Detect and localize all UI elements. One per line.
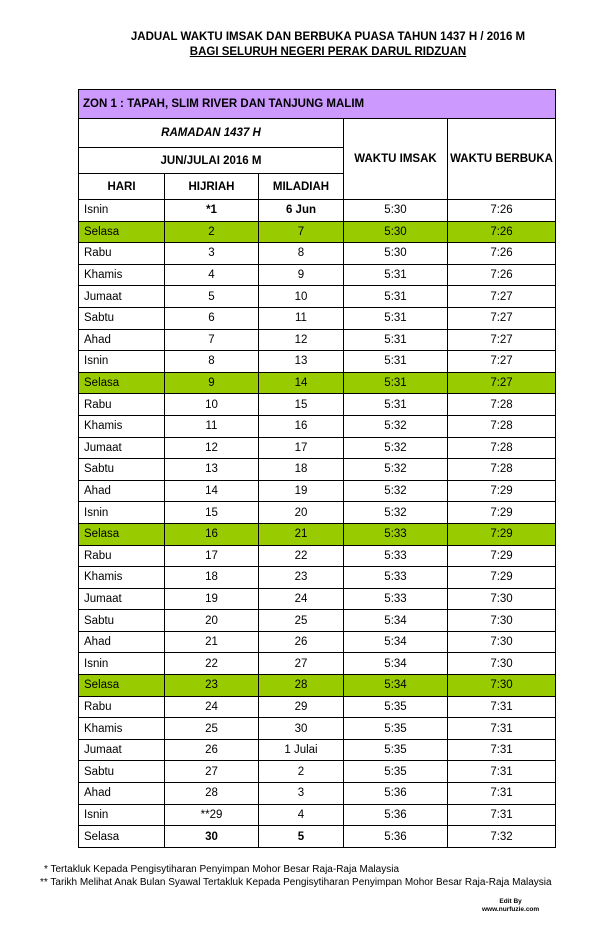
hijriah-cell: 16 [165,523,259,545]
berbuka-cell: 7:32 [448,826,556,848]
hijriah-cell: 20 [165,610,259,632]
table-row [79,696,556,718]
imsak-cell: 5:31 [344,264,448,286]
imsak-cell: 5:32 [344,437,448,459]
hari-cell: Jumaat [79,739,165,761]
hijriah-cell: 25 [165,718,259,740]
hijriah-cell: 13 [165,459,259,481]
hari-cell: Isnin [79,502,165,524]
footnote-1: * Tertakluk Kepada Pengisytiharan Penyimpan Mohor Besar Raja-Raja Malaysia [44,864,399,875]
imsak-cell: 5:31 [344,329,448,351]
table-row [79,351,556,373]
table-row [79,588,556,610]
hijriah-header: HIJRIAH [165,174,259,200]
table-row [79,739,556,761]
hijriah-cell: 18 [165,567,259,589]
edit-by-label: Edit By [499,898,522,905]
table-row [79,718,556,740]
hijriah-cell: 9 [165,372,259,394]
hijriah-cell: 28 [165,783,259,805]
miladiah-cell: 17 [259,437,344,459]
berbuka-cell: 7:31 [448,761,556,783]
berbuka-cell: 7:31 [448,783,556,805]
miladiah-cell: 27 [259,653,344,675]
miladiah-cell: 24 [259,588,344,610]
table-row [79,459,556,481]
hari-cell: Rabu [79,243,165,265]
table-row [79,221,556,243]
table-row [79,761,556,783]
table-row [79,675,556,697]
table-row [79,502,556,524]
table-row [79,783,556,805]
imsak-cell: 5:33 [344,523,448,545]
hijriah-cell: 21 [165,631,259,653]
table-row [79,631,556,653]
miladiah-cell: 28 [259,675,344,697]
hijriah-cell: 17 [165,545,259,567]
hijriah-cell: 5 [165,286,259,308]
berbuka-cell: 7:30 [448,653,556,675]
table-row [79,307,556,329]
table-row [79,200,556,222]
berbuka-header: WAKTU BERBUKA [448,119,556,200]
imsak-cell: 5:30 [344,243,448,265]
berbuka-cell: 7:31 [448,739,556,761]
imsak-cell: 5:34 [344,610,448,632]
berbuka-cell: 7:30 [448,588,556,610]
hari-cell: Jumaat [79,588,165,610]
page-subtitle: BAGI SELURUH NEGERI PERAK DARUL RIDZUAN [189,46,467,58]
hari-cell: Ahad [79,783,165,805]
hijriah-cell: 4 [165,264,259,286]
imsak-cell: 5:32 [344,415,448,437]
hari-header: HARI [79,174,165,200]
table-row [79,567,556,589]
hijriah-cell: **29 [165,804,259,826]
berbuka-cell: 7:29 [448,545,556,567]
miladiah-cell: 11 [259,307,344,329]
imsak-cell: 5:35 [344,718,448,740]
berbuka-cell: 7:29 [448,567,556,589]
hari-cell: Jumaat [79,286,165,308]
miladiah-cell: 3 [259,783,344,805]
hijriah-cell: 15 [165,502,259,524]
hari-cell: Selasa [79,826,165,848]
miladiah-cell: 8 [259,243,344,265]
miladiah-cell: 9 [259,264,344,286]
table-row [79,329,556,351]
berbuka-cell: 7:26 [448,264,556,286]
hari-cell: Ahad [79,631,165,653]
hari-cell: Sabtu [79,761,165,783]
berbuka-cell: 7:28 [448,394,556,416]
miladiah-cell: 10 [259,286,344,308]
berbuka-cell: 7:31 [448,718,556,740]
table-row [79,826,556,848]
schedule-table [78,89,556,848]
hijriah-cell: 19 [165,588,259,610]
table-row [79,480,556,502]
miladiah-cell: 21 [259,523,344,545]
footnote-2: ** Tarikh Melihat Anak Bulan Syawal Tertakluk Kepada Pengisytiharan Penyimpan Mohor Besar Raja-Raja Malaysia [40,877,552,888]
month-header: JUN/JULAI 2016 M [79,148,344,174]
imsak-cell: 5:35 [344,739,448,761]
miladiah-cell: 1 Julai [259,739,344,761]
miladiah-cell: 2 [259,761,344,783]
imsak-cell: 5:36 [344,783,448,805]
berbuka-cell: 7:27 [448,307,556,329]
miladiah-cell: 13 [259,351,344,373]
hijriah-cell: 23 [165,675,259,697]
imsak-cell: 5:33 [344,588,448,610]
hijriah-cell: 24 [165,696,259,718]
table-row [79,264,556,286]
berbuka-cell: 7:26 [448,243,556,265]
hijriah-cell: 22 [165,653,259,675]
table-row [79,437,556,459]
edit-credit [482,898,539,914]
imsak-cell: 5:31 [344,286,448,308]
imsak-cell: 5:36 [344,804,448,826]
berbuka-cell: 7:31 [448,696,556,718]
imsak-cell: 5:30 [344,200,448,222]
berbuka-cell: 7:30 [448,675,556,697]
miladiah-cell: 18 [259,459,344,481]
hari-cell: Selasa [79,675,165,697]
imsak-cell: 5:32 [344,459,448,481]
edit-url: www.nurfuzie.com [482,906,540,913]
hijriah-cell: 14 [165,480,259,502]
berbuka-cell: 7:27 [448,351,556,373]
page-title: JADUAL WAKTU IMSAK DAN BERBUKA PUASA TAHUN 1437 H / 2016 M [130,31,526,43]
table-row [79,286,556,308]
hari-cell: Khamis [79,264,165,286]
imsak-cell: 5:33 [344,545,448,567]
hari-cell: Isnin [79,200,165,222]
table-row [79,523,556,545]
table-row [79,394,556,416]
hijriah-cell: 2 [165,221,259,243]
hari-cell: Rabu [79,394,165,416]
table-row [79,804,556,826]
miladiah-cell: 30 [259,718,344,740]
miladiah-cell: 7 [259,221,344,243]
miladiah-cell: 4 [259,804,344,826]
imsak-cell: 5:32 [344,480,448,502]
berbuka-cell: 7:30 [448,631,556,653]
ramadan-header: RAMADAN 1437 H [79,119,344,148]
hari-cell: Khamis [79,718,165,740]
hijriah-cell: 7 [165,329,259,351]
hari-cell: Selasa [79,221,165,243]
miladiah-cell: 22 [259,545,344,567]
hari-cell: Jumaat [79,437,165,459]
miladiah-cell: 16 [259,415,344,437]
hijriah-cell: 10 [165,394,259,416]
imsak-cell: 5:34 [344,631,448,653]
hari-cell: Isnin [79,804,165,826]
imsak-cell: 5:31 [344,372,448,394]
table-row [79,653,556,675]
hari-cell: Isnin [79,653,165,675]
table-row [79,610,556,632]
miladiah-header: MILADIAH [259,174,344,200]
miladiah-cell: 29 [259,696,344,718]
hijriah-cell: 26 [165,739,259,761]
miladiah-cell: 15 [259,394,344,416]
miladiah-cell: 20 [259,502,344,524]
hijriah-cell: 8 [165,351,259,373]
hari-cell: Sabtu [79,610,165,632]
berbuka-cell: 7:29 [448,502,556,524]
imsak-cell: 5:36 [344,826,448,848]
hari-cell: Selasa [79,523,165,545]
table-row [79,243,556,265]
table-row [79,545,556,567]
imsak-cell: 5:31 [344,351,448,373]
hijriah-cell: 30 [165,826,259,848]
imsak-cell: 5:35 [344,761,448,783]
miladiah-cell: 19 [259,480,344,502]
berbuka-cell: 7:26 [448,200,556,222]
berbuka-cell: 7:29 [448,523,556,545]
hari-cell: Selasa [79,372,165,394]
berbuka-cell: 7:27 [448,372,556,394]
berbuka-cell: 7:31 [448,804,556,826]
hari-cell: Ahad [79,480,165,502]
imsak-cell: 5:35 [344,696,448,718]
hijriah-cell: 6 [165,307,259,329]
imsak-cell: 5:31 [344,394,448,416]
hari-cell: Isnin [79,351,165,373]
berbuka-cell: 7:28 [448,437,556,459]
imsak-cell: 5:34 [344,675,448,697]
miladiah-cell: 23 [259,567,344,589]
table-row [79,415,556,437]
hijriah-cell: *1 [165,200,259,222]
miladiah-cell: 26 [259,631,344,653]
miladiah-cell: 12 [259,329,344,351]
miladiah-cell: 25 [259,610,344,632]
hijriah-cell: 3 [165,243,259,265]
imsak-cell: 5:33 [344,567,448,589]
miladiah-cell: 14 [259,372,344,394]
berbuka-cell: 7:29 [448,480,556,502]
miladiah-cell: 5 [259,826,344,848]
imsak-header: WAKTU IMSAK [344,119,448,200]
hari-cell: Khamis [79,415,165,437]
imsak-cell: 5:30 [344,221,448,243]
berbuka-cell: 7:28 [448,415,556,437]
imsak-cell: 5:32 [344,502,448,524]
berbuka-cell: 7:26 [448,221,556,243]
hijriah-cell: 27 [165,761,259,783]
hari-cell: Khamis [79,567,165,589]
hari-cell: Rabu [79,696,165,718]
hari-cell: Ahad [79,329,165,351]
miladiah-cell: 6 Jun [259,200,344,222]
berbuka-cell: 7:28 [448,459,556,481]
hijriah-cell: 11 [165,415,259,437]
berbuka-cell: 7:27 [448,329,556,351]
hari-cell: Sabtu [79,459,165,481]
berbuka-cell: 7:30 [448,610,556,632]
zone-header: ZON 1 : TAPAH, SLIM RIVER DAN TANJUNG MALIM [79,90,556,119]
imsak-cell: 5:34 [344,653,448,675]
hari-cell: Rabu [79,545,165,567]
imsak-cell: 5:31 [344,307,448,329]
table-row [79,372,556,394]
hijriah-cell: 12 [165,437,259,459]
hari-cell: Sabtu [79,307,165,329]
berbuka-cell: 7:27 [448,286,556,308]
